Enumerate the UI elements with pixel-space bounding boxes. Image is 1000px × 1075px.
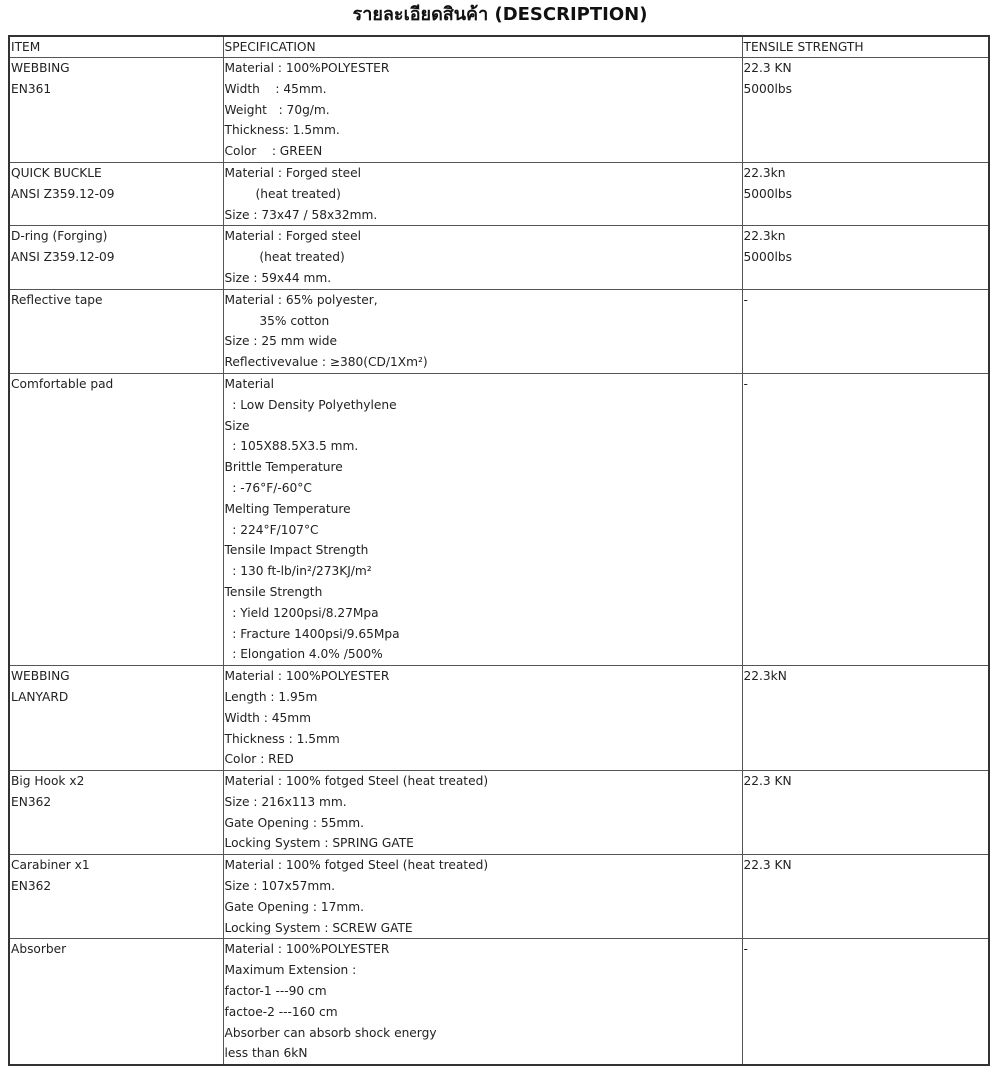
- item-line: Comfortable pad: [11, 376, 114, 391]
- item-line: ANSI Z359.12-09: [11, 250, 115, 265]
- tensile-strength-cell: [742, 289, 989, 373]
- tensile-strength-cell: [742, 226, 989, 289]
- specification-cell: [223, 289, 742, 373]
- spec-line: Gate Opening : 17mm.: [224, 899, 364, 914]
- spec-line: Material : 100% fotged Steel (heat treated): [224, 858, 489, 873]
- tensile-line: 5000lbs: [743, 81, 792, 96]
- item-cell: [9, 289, 223, 373]
- spec-line: Material : 100%POLYESTER: [224, 669, 390, 684]
- spec-line: less than 6kN: [224, 1046, 308, 1061]
- spec-line: Material : 100% fotged Steel (heat treated): [224, 774, 489, 789]
- item-line: WEBBING: [11, 669, 70, 684]
- spec-line: Thickness: 1.5mm.: [224, 123, 340, 138]
- spec-line: Locking System : SPRING GATE: [224, 836, 414, 851]
- spec-line: Width : 45mm: [224, 710, 312, 725]
- tensile-strength-cell: [742, 162, 989, 225]
- spec-line: Thickness : 1.5mm: [224, 731, 340, 746]
- spec-line: Size : 216x113 mm.: [224, 794, 347, 809]
- spec-line: Length : 1.95m: [224, 689, 318, 704]
- spec-line: Tensile Impact Strength: [224, 543, 369, 558]
- item-line: EN362: [11, 794, 52, 809]
- item-line: ANSI Z359.12-09: [11, 186, 115, 201]
- spec-line: 35% cotton: [224, 313, 330, 328]
- tensile-line: 22.3 KN: [743, 858, 792, 873]
- spec-line: : 130 ft-lb/in²/273KJ/m²: [224, 564, 372, 579]
- tensile-strength-cell: [742, 58, 989, 163]
- spec-line: factor-1 ---90 cm: [224, 984, 327, 999]
- spec-line: : 224°F/107°C: [224, 522, 319, 537]
- spec-line: (heat treated): [224, 186, 341, 201]
- item-line: Reflective tape: [11, 292, 103, 307]
- table-row: [9, 939, 989, 1065]
- tensile-line: -: [743, 292, 748, 307]
- header-tensile-strength: TENSILE STRENGTH: [742, 36, 989, 58]
- spec-line: Material : 100%POLYESTER: [224, 61, 390, 75]
- spec-line: Size : 59x44 mm.: [224, 270, 332, 285]
- item-cell: [9, 226, 223, 289]
- spec-line: Locking System : SCREW GATE: [224, 920, 413, 935]
- spec-line: Size : 73x47 / 58x32mm.: [224, 207, 378, 222]
- spec-line: : -76°F/-60°C: [224, 480, 312, 495]
- table-row: [9, 666, 989, 771]
- spec-line: Brittle Temperature: [224, 460, 343, 475]
- spec-line: Weight : 70g/m.: [224, 102, 330, 117]
- tensile-line: -: [743, 942, 748, 957]
- spec-line: Material : Forged steel: [224, 165, 362, 180]
- specification-cell: [223, 855, 742, 939]
- spec-line: Size : 107x57mm.: [224, 879, 335, 894]
- table-row: [9, 289, 989, 373]
- item-cell: [9, 939, 223, 1065]
- description-table-body: [9, 36, 989, 1065]
- tensile-strength-cell: [742, 939, 989, 1065]
- specification-cell: [223, 373, 742, 665]
- tensile-line: 22.3 KN: [743, 774, 792, 789]
- item-cell: [9, 771, 223, 855]
- item-line: WEBBING: [11, 61, 70, 75]
- header-specification: SPECIFICATION: [223, 36, 742, 58]
- tensile-line: 22.3kN: [743, 669, 787, 684]
- item-line: Big Hook x2: [11, 774, 85, 789]
- item-line: QUICK BUCKLE: [11, 165, 102, 180]
- spec-line: Material: [224, 376, 275, 391]
- spec-line: Reflectivevalue : ≥380(CD/1Xm²): [224, 355, 428, 370]
- table-row: [9, 58, 989, 163]
- item-cell: [9, 373, 223, 665]
- tensile-line: 22.3kn: [743, 165, 786, 180]
- specification-cell: [223, 666, 742, 771]
- spec-line: Maximum Extension :: [224, 963, 357, 978]
- spec-line: Melting Temperature: [224, 501, 351, 516]
- spec-line: Tensile Strength: [224, 584, 323, 599]
- spec-line: Size: [224, 418, 250, 433]
- tensile-line: -: [743, 376, 748, 391]
- tensile-line: 22.3 KN: [743, 61, 792, 75]
- spec-line: : Fracture 1400psi/9.65Mpa: [224, 626, 400, 641]
- table-row: [9, 226, 989, 289]
- specification-cell: [223, 58, 742, 163]
- spec-line: Material : Forged steel: [224, 229, 362, 244]
- spec-line: factoe-2 ---160 cm: [224, 1004, 338, 1019]
- item-line: Absorber: [11, 942, 67, 957]
- tensile-strength-cell: [742, 373, 989, 665]
- item-line: EN362: [11, 879, 52, 894]
- table-row: [9, 162, 989, 225]
- tensile-line: 5000lbs: [743, 186, 792, 201]
- item-line: D-ring (Forging): [11, 229, 108, 244]
- spec-line: Color : RED: [224, 752, 294, 767]
- spec-line: : Low Density Polyethylene: [224, 397, 397, 412]
- tensile-strength-cell: [742, 666, 989, 771]
- spec-line: Absorber can absorb shock energy: [224, 1025, 437, 1040]
- tensile-line: 5000lbs: [743, 250, 792, 265]
- tensile-line: 22.3kn: [743, 229, 786, 244]
- item-cell: [9, 162, 223, 225]
- spec-line: Size : 25 mm wide: [224, 334, 337, 349]
- tensile-strength-cell: [742, 855, 989, 939]
- item-cell: [9, 666, 223, 771]
- specification-cell: [223, 939, 742, 1065]
- spec-line: : Yield 1200psi/8.27Mpa: [224, 605, 379, 620]
- tensile-strength-cell: [742, 771, 989, 855]
- item-line: EN361: [11, 81, 52, 96]
- table-header-row: [9, 36, 989, 58]
- page-title: รายละเอียดสินค้า (DESCRIPTION): [352, 4, 648, 25]
- item-cell: [9, 58, 223, 163]
- specification-cell: [223, 226, 742, 289]
- spec-line: Color : GREEN: [224, 144, 323, 159]
- table-row: [9, 771, 989, 855]
- specification-cell: [223, 771, 742, 855]
- description-table: [8, 35, 990, 1066]
- table-row: [9, 373, 989, 665]
- header-item: ITEM: [9, 36, 223, 58]
- item-line: Carabiner x1: [11, 858, 90, 873]
- spec-line: : 105X88.5X3.5 mm.: [224, 439, 359, 454]
- item-line: LANYARD: [11, 689, 69, 704]
- specification-cell: [223, 162, 742, 225]
- spec-line: Material : 100%POLYESTER: [224, 942, 390, 957]
- spec-line: Gate Opening : 55mm.: [224, 815, 364, 830]
- spec-line: Width : 45mm.: [224, 81, 327, 96]
- spec-line: : Elongation 4.0% /500%: [224, 647, 383, 662]
- item-cell: [9, 855, 223, 939]
- spec-line: Material : 65% polyester,: [224, 292, 378, 307]
- spec-line: (heat treated): [224, 250, 345, 265]
- table-row: [9, 855, 989, 939]
